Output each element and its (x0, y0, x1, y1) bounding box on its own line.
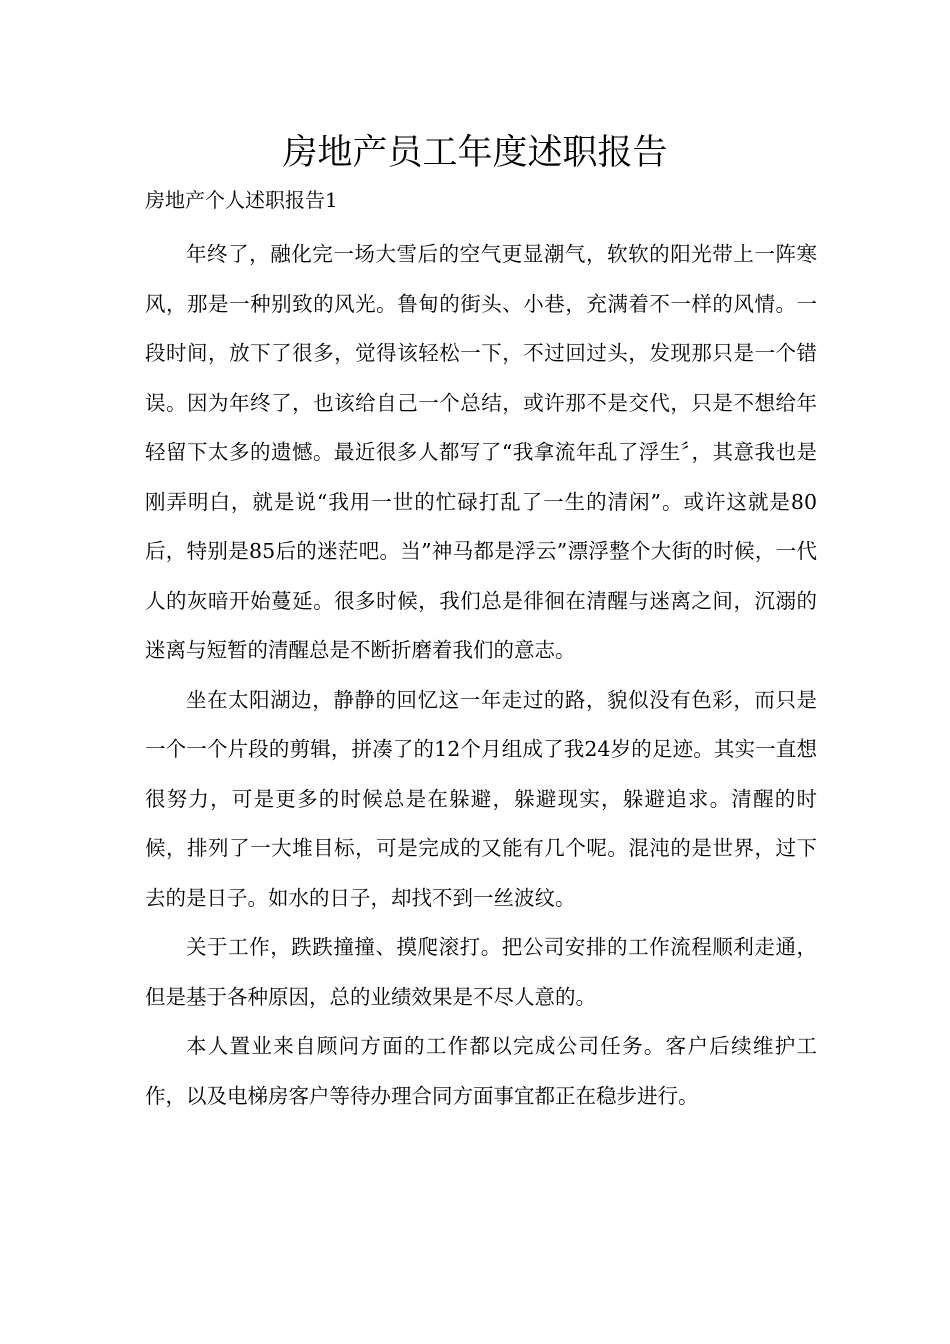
body-paragraph: 年终了，融化完一场大雪后的空气更显潮气，软软的阳光带上一阵寒风，那是一种别致的风光。鲁甸的街头、小巷，充满着不一样的风情。一段时间，放下了很多，觉得该轻松一下，不过回过头，发现那只是一个错误。因为年终了，也该给自己一个总结，或许那不是交代，只是不想给年轻留下太多的遗憾。最近很多人都写了“我拿流年乱了浮生〞，其意我也是刚弄明白，就是说“我用一世的忙碌打乱了一生的清闲”。或许这就是80后，特别是85后的迷茫吧。当”神马都是浮云”漂浮整个大街的时候，一代人的灰暗开始蔓延。很多时候，我们总是徘徊在清醒与迷离之间，沉溺的迷离与短暂的清醒总是不断折磨着我们的意志。 (145, 242, 817, 662)
body-paragraph: 关于工作，跌跌撞撞、摸爬滚打。把公司安排的工作流程顺利走通，但是基于各种原因，总的业绩效果是不尽人意的。 (145, 935, 817, 1009)
document-body (145, 230, 817, 1121)
body-paragraph: 坐在太阳湖边，静静的回忆这一年走过的路，貌似没有色彩，而只是一个一个片段的剪辑，拼凑了的12个月组成了我24岁的足迹。其实一直想很努力，可是更多的时候总是在躲避，躲避现实，躲避追求。清醒的时候，排列了一大堆目标，可是完成的又能有几个呢。混沌的是世界，过下去的是日子。如水的日子，却找不到一丝波纹。 (145, 687, 817, 910)
body-paragraph: 本人置业来自顾问方面的工作都以完成公司任务。客户后续维护工作，以及电梯房客户等待办理合同方面事宜都正在稳步进行。 (145, 1034, 817, 1108)
section-heading: 房地产个人述职报告1 (145, 188, 338, 212)
document-title: 房地产员工年度述职报告 (282, 133, 668, 173)
